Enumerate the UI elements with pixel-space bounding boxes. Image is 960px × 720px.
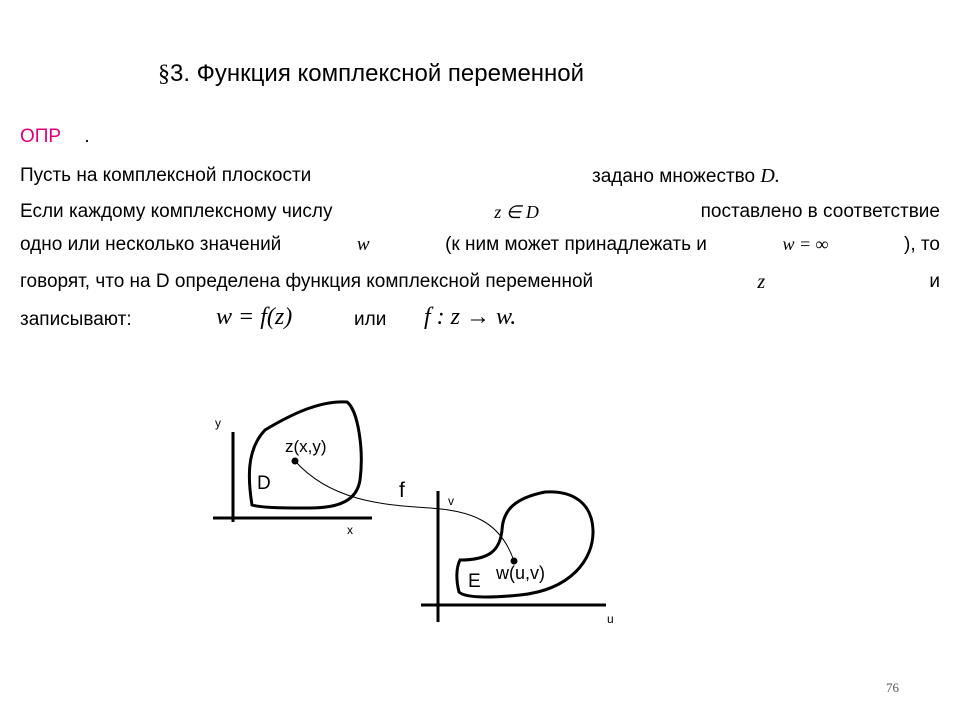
line-3-end: ), то xyxy=(904,234,940,255)
line-4-start: говорят, что на D определена функция комплексной переменной xyxy=(20,271,594,292)
set-D: D. xyxy=(760,165,780,187)
line-2-start: Если каждому комплексному числу xyxy=(20,201,333,222)
section-sign: § xyxy=(158,61,170,87)
expr-z-in-D: z ∈ D xyxy=(494,202,539,222)
label-v-axis: v xyxy=(448,494,454,508)
label-region-D: D xyxy=(257,473,271,494)
label-map-f: f xyxy=(399,479,405,502)
label-u-axis: u xyxy=(607,612,614,626)
line-3-start: одно или несколько значений xyxy=(20,234,282,255)
definition-label: ОПР xyxy=(20,126,62,147)
line-5-start: записывают: xyxy=(20,309,132,330)
line-1-start: Пусть на комплексной плоскости xyxy=(20,165,312,186)
label-y-axis: y xyxy=(215,416,221,430)
page-number: 76 xyxy=(886,680,899,695)
line-4-end: и xyxy=(929,271,940,292)
line-5-or: или xyxy=(354,309,387,330)
formula-f-mapping: f : z → w. xyxy=(424,304,517,330)
line-3-mid: (к ним может принадлежать и xyxy=(445,234,707,255)
definition-dot: . xyxy=(84,126,90,147)
label-x-axis: x xyxy=(347,523,353,537)
mapping-arrow-f xyxy=(295,461,514,561)
formula-w-f-z: w = f(z) xyxy=(216,304,293,330)
line-1-end-text: задано множество xyxy=(592,166,756,187)
var-w: w xyxy=(356,234,370,255)
label-point-w: w(u,v) xyxy=(496,563,545,583)
var-z: z xyxy=(757,271,766,293)
label-region-E: E xyxy=(468,571,481,592)
title-text: 3. Функция комплексной переменной xyxy=(170,60,585,87)
point-z-dot xyxy=(292,458,299,465)
expr-w-infinity: w = ∞ xyxy=(782,234,829,254)
line-2-end: поставлено в соответствие xyxy=(700,201,940,222)
label-point-z: z(x,y) xyxy=(285,437,327,456)
